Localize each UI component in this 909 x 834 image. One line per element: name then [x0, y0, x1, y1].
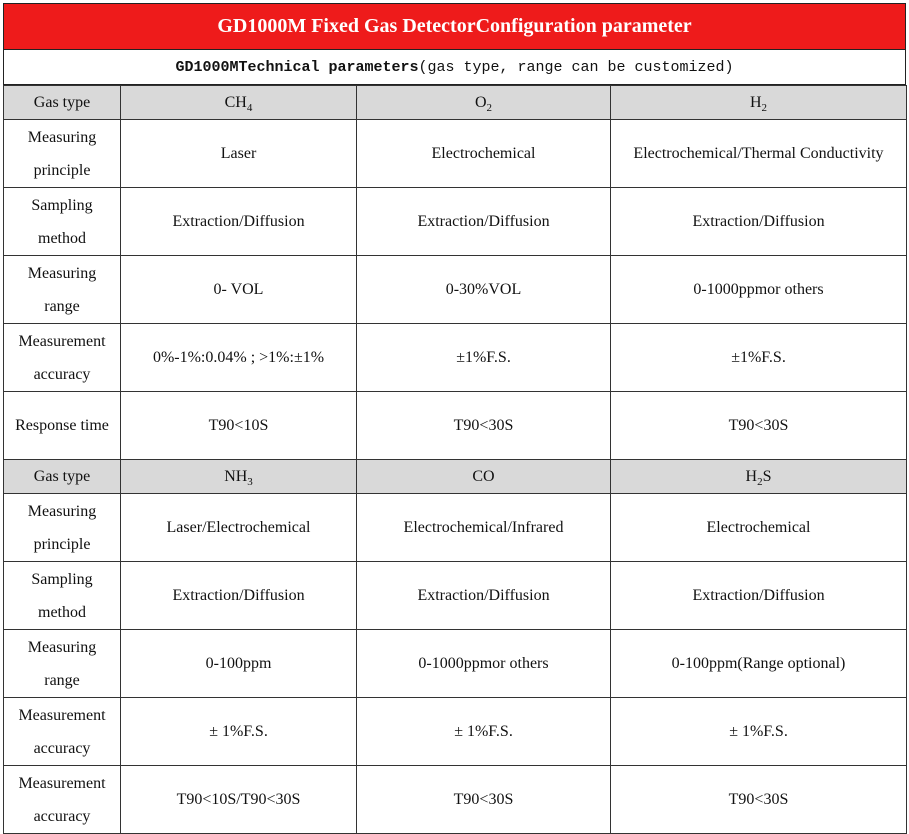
table-cell: 0- VOL — [121, 256, 357, 324]
gas-formula-base: NH — [224, 468, 248, 485]
gas-formula-subscript: 4 — [246, 102, 253, 115]
gas-formula-tail: S — [762, 468, 772, 485]
table-cell: Extraction/Diffusion — [357, 188, 611, 256]
row-label: Measuring principle — [4, 494, 121, 562]
gas-formula-subscript: 2 — [761, 102, 768, 115]
table-cell: T90<30S — [611, 766, 907, 834]
table-cell: T90<30S — [357, 392, 611, 460]
table-cell: 0-100ppm(Range optional) — [611, 630, 907, 698]
gas-formula-base: H — [749, 94, 762, 111]
row-label: Sampling method — [4, 188, 121, 256]
row-label: Response time — [4, 392, 121, 460]
table-subtitle — [3, 50, 906, 85]
gas-name-cell — [611, 86, 907, 120]
table-cell: T90<30S — [357, 766, 611, 834]
gas-name-cell — [121, 86, 357, 120]
table-cell: Electrochemical/Thermal Conductivity — [611, 120, 907, 188]
table-cell: T90<30S — [611, 392, 907, 460]
page-title: GD1000M Fixed Gas DetectorConfiguration parameter — [3, 3, 906, 50]
subtitle-note: (gas type, range can be customized) — [418, 58, 734, 76]
row-label: Measurement accuracy — [4, 324, 121, 392]
gas-formula-subscript: 3 — [247, 476, 253, 489]
gas-type-label: Gas type — [4, 460, 121, 494]
gas-name-cell — [357, 86, 611, 120]
gas-type-label: Gas type — [4, 86, 121, 120]
table-row — [4, 630, 907, 698]
table-cell: Extraction/Diffusion — [611, 188, 907, 256]
table-cell: Electrochemical — [611, 494, 907, 562]
row-label: Measuring range — [4, 256, 121, 324]
table-cell: ± 1%F.S. — [121, 698, 357, 766]
table-row — [4, 188, 907, 256]
table-cell: 0-100ppm — [121, 630, 357, 698]
table-row — [4, 324, 907, 392]
gas-formula-base: CO — [472, 468, 495, 485]
table-row — [4, 392, 907, 460]
table-row — [4, 698, 907, 766]
table-cell: ± 1%F.S. — [611, 698, 907, 766]
table-cell: 0-1000ppmor others — [357, 630, 611, 698]
gas-name-cell — [121, 460, 357, 494]
spec-table — [3, 85, 907, 834]
table-cell: 0-1000ppmor others — [611, 256, 907, 324]
table-row — [4, 256, 907, 324]
table-row — [4, 120, 907, 188]
table-row — [4, 562, 907, 630]
row-label: Measuring principle — [4, 120, 121, 188]
table-cell: Electrochemical/Infrared — [357, 494, 611, 562]
gas-name-cell — [611, 460, 907, 494]
table-cell: T90<10S/T90<30S — [121, 766, 357, 834]
row-label: Measurement accuracy — [4, 766, 121, 834]
table-cell: T90<10S — [121, 392, 357, 460]
table-cell: Electrochemical — [357, 120, 611, 188]
table-cell: Extraction/Diffusion — [611, 562, 907, 630]
gas-formula-base: O — [474, 94, 487, 111]
table-cell: Extraction/Diffusion — [357, 562, 611, 630]
row-label: Sampling method — [4, 562, 121, 630]
row-label: Measuring range — [4, 630, 121, 698]
table-row — [4, 494, 907, 562]
table-cell: 0-30%VOL — [357, 256, 611, 324]
gas-formula-subscript: 2 — [757, 476, 763, 489]
row-label: Measurement accuracy — [4, 698, 121, 766]
gas-type-header-row — [4, 460, 907, 494]
table-cell: ±1%F.S. — [357, 324, 611, 392]
table-row — [4, 766, 907, 834]
gas-type-header-row — [4, 86, 907, 120]
table-cell: Laser — [121, 120, 357, 188]
gas-formula-base: CH — [224, 94, 247, 111]
table-cell: ±1%F.S. — [611, 324, 907, 392]
gas-formula-subscript: 2 — [486, 102, 493, 115]
table-cell: 0%-1%:0.04% ; >1%:±1% — [121, 324, 357, 392]
gas-formula-base: H — [745, 468, 758, 485]
spec-sheet — [3, 3, 906, 834]
table-cell: Extraction/Diffusion — [121, 562, 357, 630]
table-cell: Laser/Electrochemical — [121, 494, 357, 562]
table-cell: ± 1%F.S. — [357, 698, 611, 766]
table-cell: Extraction/Diffusion — [121, 188, 357, 256]
gas-name-cell — [357, 460, 611, 494]
subtitle-bold: GD1000MTechnical parameters — [175, 58, 419, 76]
